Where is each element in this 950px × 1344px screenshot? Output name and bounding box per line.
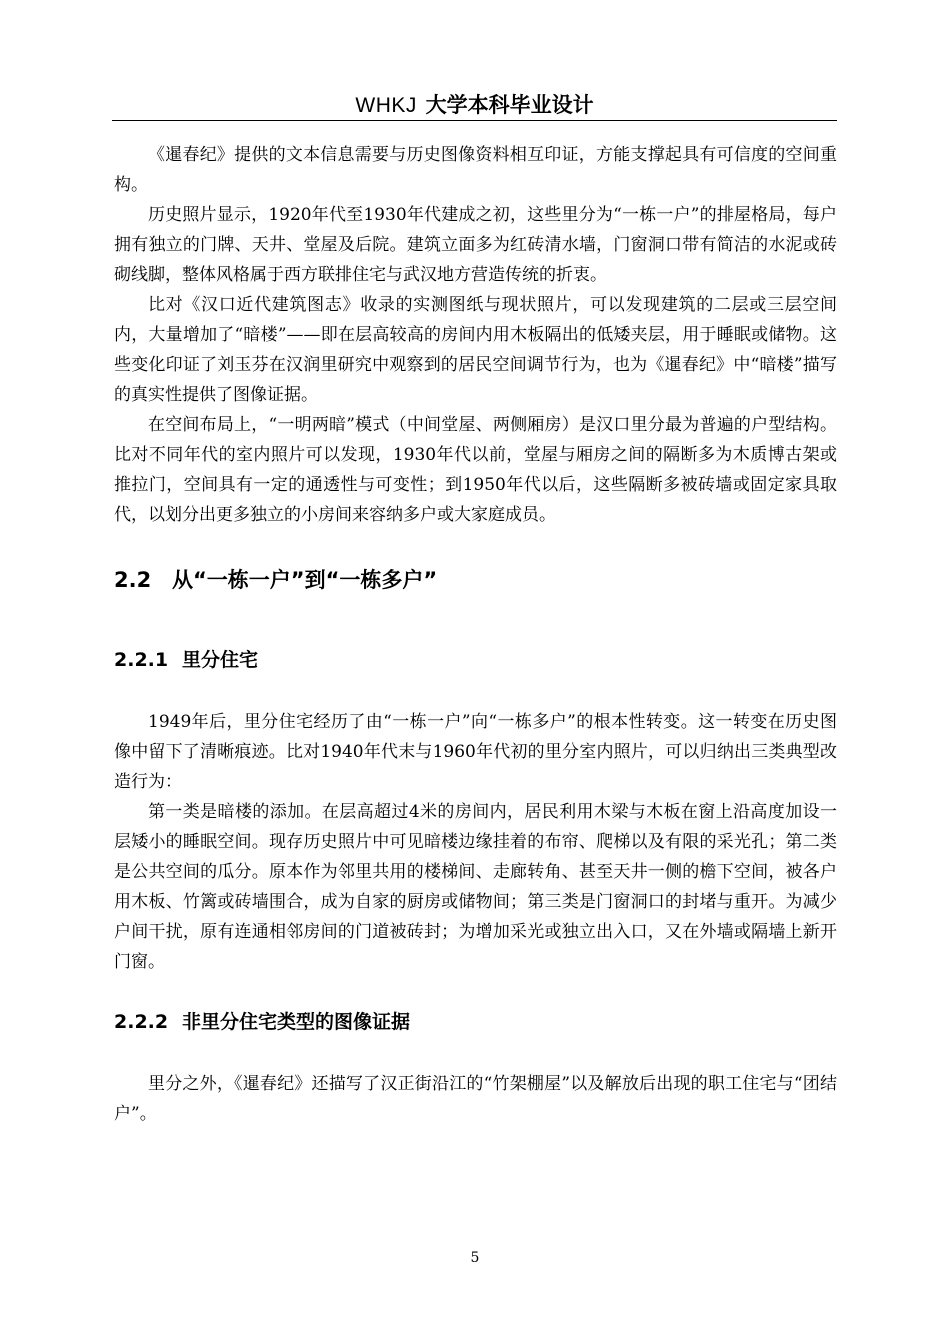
subsection-number: 2.2.1 [114, 649, 169, 671]
section-title: 从“一栋一户”到“一栋多户” [172, 568, 438, 592]
paragraph: 1949年后，里分住宅经历了由“一栋一户”向“一栋多户”的根本性转变。这一转变在历史图像中留下了清晰痕迹。比对1940年代末与1960年代初的里分室内照片，可以归纳出三类典型改造行为： [114, 712, 837, 792]
subsection-body [114, 1069, 837, 1129]
header-title: 大学本科毕业设计 [425, 93, 594, 117]
paragraph: 第一类是暗楼的添加。在层高超过4米的房间内，居民利用木梁与木板在窗上沿高度加设一层矮小的睡眠空间。现存历史照片中可见暗楼边缘挂着的布帘、爬梯以及有限的采光孔；第二类是公共空间的瓜分。原本作为邻里共用的楼梯间、走廊转角、甚至天井一侧的檐下空间，被各户用木板、竹篱或砖墙围合，成为自家的厨房或储物间；第三类是门窗洞口的封堵与重开。为减少户间干扰，原有连通相邻房间的门道被砖封；为增加采光或独立出入口，又在外墙或隔墙上新开门窗。 [114, 802, 837, 972]
page-header [112, 90, 837, 121]
paragraph: 在空间布局上，“一明两暗”模式（中间堂屋、两侧厢房）是汉口里分最为普遍的户型结构。比对不同年代的室内照片可以发现，1930年代以前，堂屋与厢房之间的隔断多为木质博古架或推拉门，空间具有一定的通透性与可变性；到1950年代以后，这些隔断多被砖墙或固定家具取代，以划分出更多独立的小房间来容纳多户或大家庭成员。 [114, 415, 837, 525]
subsection-title: 非里分住宅类型的图像证据 [182, 1011, 411, 1033]
header-code: WHKJ [355, 94, 417, 117]
section-heading [114, 565, 837, 595]
subsection-body [114, 707, 837, 977]
paragraph: 历史照片显示，1920年代至1930年代建成之初，这些里分为“一栋一户”的排屋格局，每户拥有独立的门牌、天井、堂屋及后院。建筑立面多为红砖清水墙，门窗洞口带有简洁的水泥或砖砌线脚，整体风格属于西方联排住宅与武汉地方营造传统的折衷。 [114, 205, 837, 285]
paragraph: 《暹春纪》提供的文本信息需要与历史图像资料相互印证，方能支撑起具有可信度的空间重构。 [114, 145, 837, 195]
subsection-number: 2.2.2 [114, 1011, 169, 1033]
subsection-heading [114, 1007, 837, 1037]
paragraph: 里分之外，《暹春纪》还描写了汉正街沿江的“竹架棚屋”以及解放后出现的职工住宅与“团结户”。 [114, 1074, 837, 1124]
page-number: 5 [470, 1250, 480, 1266]
page-body [114, 140, 837, 1129]
section-number: 2.2 [114, 568, 152, 592]
subsection-title: 里分住宅 [182, 649, 259, 671]
subsection-heading [114, 645, 837, 675]
paragraph: 比对《汉口近代建筑图志》收录的实测图纸与现状照片，可以发现建筑的二层或三层空间内，大量增加了“暗楼”——即在层高较高的房间内用木板隔出的低矮夹层，用于睡眠或储物。这些变化印证了刘玉芬在汉润里研究中观察到的居民空间调节行为，也为《暹春纪》中“暗楼”描写的真实性提供了图像证据。 [114, 295, 837, 405]
